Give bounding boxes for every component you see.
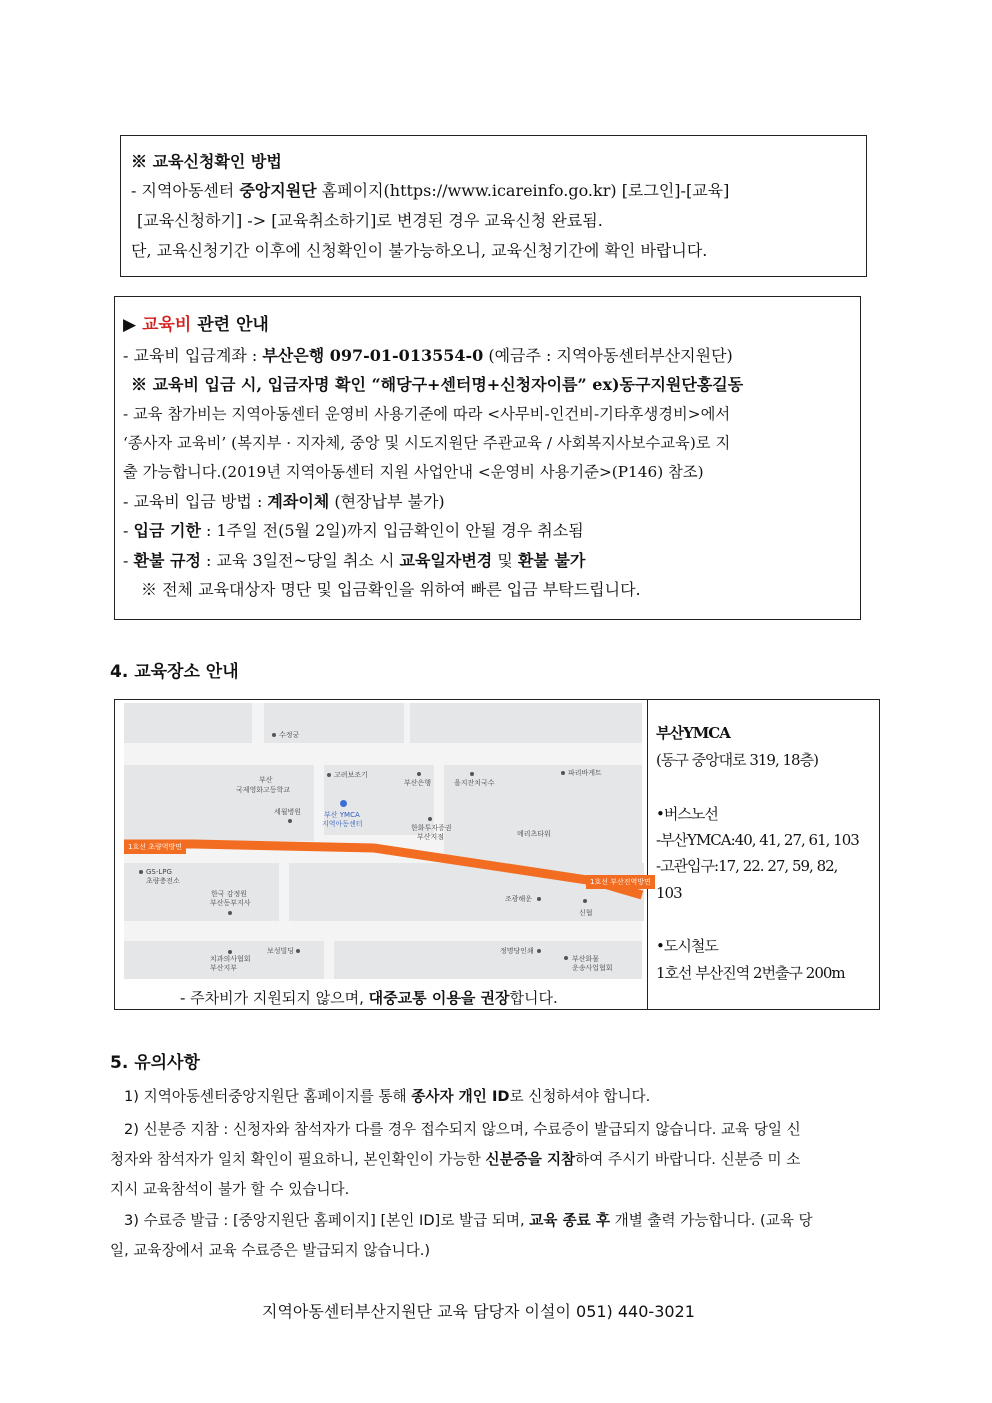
text: - 지역아동센터 <box>131 181 240 200</box>
contact-footer: 지역아동센터부산지원단 교육 담당자 이설이 051) 440-3021 <box>262 1302 695 1321</box>
text: - 교육비 입금계좌 : <box>123 346 263 365</box>
map-label: 운송사업협회 <box>572 964 613 972</box>
map-caption <box>180 988 558 1008</box>
map-label: 초량충전소 <box>146 877 180 885</box>
venue-address: (동구 중앙대로 319, 18층) <box>656 751 818 769</box>
map-label: 부산동부지사 <box>210 899 251 907</box>
text: - 교육비 입금 방법 : <box>123 492 268 511</box>
text: 홈페이지(https://www.icareinfo.go.kr) [로그인]-[교육] <box>316 181 730 200</box>
triangle-icon: ▶ <box>123 315 142 335</box>
text-bold: 신분증을 지참 <box>485 1151 576 1168</box>
note-2-line-1: 2) 신분증 지참 : 신청자와 참석자가 다를 경우 접수되지 않으며, 수료증이 발급되지 않습니다. 교육 당일 신 <box>124 1121 801 1138</box>
confirm-line-2: [교육신청하기] -> [교육취소하기]로 변경된 경우 교육신청 완료됨. <box>137 211 603 230</box>
map-label: 치과의사협회 <box>210 955 251 963</box>
text: 하여 주시기 바랍니다. 신분증 미 소 <box>575 1151 801 1168</box>
bus-title: •버스노선 <box>656 805 718 823</box>
subway-line-1 <box>124 703 642 979</box>
map-label: 국제영화고등학교 <box>236 786 291 794</box>
fee-guide-box <box>114 296 861 620</box>
bus-route-1: -부산YMCA:40, 41, 27, 61, 103 <box>656 831 859 849</box>
section-4-heading: 4. 교육장소 안내 <box>110 662 239 682</box>
map-label: 부산 <box>259 776 273 784</box>
map-label: 보성빌딩 <box>267 947 295 955</box>
location-map <box>124 703 651 979</box>
map-label-busanjin: 1호선 부산진역방면 <box>586 875 655 889</box>
text: - <box>123 551 134 570</box>
text: 3) 수료증 발급 : [중앙지원단 홈페이지] [본인 ID]로 발급 되며, <box>124 1212 530 1229</box>
map-label: 부산지부 <box>210 964 238 972</box>
map-label: 메리츠타워 <box>517 830 551 838</box>
map-label-ymca: 지역아동센터 <box>322 820 363 828</box>
text-bold: 교육일자변경 <box>399 551 493 570</box>
note-2-line-2 <box>110 1150 800 1170</box>
map-label: 부산은행 <box>404 779 432 787</box>
confirm-line-3: 단, 교육신청기간 이후에 신청확인이 불가능하오니, 교육신청기간에 확인 바랍니다. <box>131 241 708 260</box>
note-1 <box>124 1087 650 1107</box>
note-3-line-2: 일, 교육장에서 교육 수료증은 발급되지 않습니다.) <box>110 1242 431 1259</box>
map-label: 을지잔치국수 <box>454 779 495 787</box>
subway-title: •도시철도 <box>656 937 718 955</box>
text-bold: 환불 불가 <box>517 551 586 570</box>
text: : 교육 3일전~당일 취소 시 <box>200 551 400 570</box>
text: : 1주일 전(5월 2일)까지 입금확인이 안될 경우 취소됨 <box>200 521 584 540</box>
text-bold: 종사자 개인 ID <box>411 1088 510 1105</box>
bus-route-2: -고관입구:17, 22. 27, 59, 82, <box>656 857 838 875</box>
map-label: 조광해운 <box>505 895 533 903</box>
fee-title <box>123 315 269 335</box>
text: 및 <box>492 551 518 570</box>
text-bold: 교육 종료 후 <box>529 1212 610 1229</box>
map-label: 한화투자증권 <box>411 824 452 832</box>
note-2-line-3: 지시 교육참석이 불가 할 수 있습니다. <box>110 1181 350 1198</box>
map-label: 수정궁 <box>279 731 300 739</box>
fee-refund <box>123 551 585 571</box>
map-label: 부산화물 <box>572 955 600 963</box>
fee-method <box>123 492 445 512</box>
fee-para-1: - 교육 참가비는 지역아동센터 운영비 사용기준에 따라 <사무비-인건비-기타후생경비>에서 <box>123 405 731 423</box>
table-divider <box>647 699 648 1010</box>
text: 로 신청하셔야 합니다. <box>509 1088 651 1105</box>
text-red: 교육비 <box>142 315 192 335</box>
map-label: 정명당인쇄 <box>500 947 534 955</box>
bus-route-2-cont: 103 <box>656 884 682 902</box>
venue-name: 부산YMCA <box>656 724 730 742</box>
map-label: 고려보조기 <box>334 771 368 779</box>
confirm-line-1 <box>131 181 729 201</box>
text-bold: 중앙지원단 <box>239 181 317 200</box>
text-bold: 환불 규정 <box>133 551 201 570</box>
text: 관련 안내 <box>191 315 269 335</box>
text: 청자와 참석자가 일치 확인이 필요하니, 본인확인이 가능한 <box>110 1151 486 1168</box>
confirm-title: ※ 교육신청확인 방법 <box>131 152 282 171</box>
map-label: 파리바게트 <box>568 769 602 777</box>
text: - 주차비가 지원되지 않으며, <box>180 989 369 1007</box>
ymca-marker-icon <box>340 800 347 807</box>
text: 1) 지역아동센터중앙지원단 홈페이지를 통해 <box>124 1088 412 1105</box>
map-label: 한국 감정원 <box>211 890 248 898</box>
text: 합니다. <box>509 989 558 1007</box>
text-bold: 계좌이체 <box>267 492 330 511</box>
map-label: 세월병원 <box>274 808 302 816</box>
map-label-choryang: 1호선 초량역방면 <box>124 840 186 854</box>
fee-closing: ※ 전체 교육대상자 명단 및 입금확인을 위하여 빠른 입금 부탁드립니다. <box>141 580 641 599</box>
fee-account <box>123 346 733 366</box>
fee-deposit-note: ※ 교육비 입금 시, 입금자명 확인 “해당구+센터명+신청자이름” ex)동구지원단홍길동 <box>131 375 744 394</box>
text: (현장납부 불가) <box>329 492 445 511</box>
map-label: GS-LPG <box>146 868 172 876</box>
account-number: 부산은행 097-01-013554-0 <box>262 346 484 365</box>
text-bold: 대중교통 이용을 권장 <box>368 989 510 1007</box>
map-label-ymca: 부산 YMCA <box>324 811 360 819</box>
note-3-line-1 <box>124 1211 813 1231</box>
map-label: 부산지점 <box>417 833 445 841</box>
fee-deadline <box>123 521 584 541</box>
section-5-heading: 5. 유의사항 <box>110 1053 200 1073</box>
text: 개별 출력 가능합니다. (교육 당 <box>609 1212 813 1229</box>
text: - <box>123 521 134 540</box>
map-label: 신협 <box>579 909 593 917</box>
text: (예금주 : 지역아동센터부산지원단) <box>483 346 733 365</box>
fee-para-2: ‘종사자 교육비’ (복지부 · 지자체, 중앙 및 시도지원단 주관교육 / 사회복지사보수교육)로 지 <box>123 434 731 452</box>
text-bold: 입금 기한 <box>133 521 201 540</box>
fee-para-3: 출 가능합니다.(2019년 지역아동센터 지원 사업안내 <운영비 사용기준>(P146) 참조) <box>123 463 704 481</box>
subway-info: 1호선 부산진역 2번출구 200m <box>656 964 845 982</box>
